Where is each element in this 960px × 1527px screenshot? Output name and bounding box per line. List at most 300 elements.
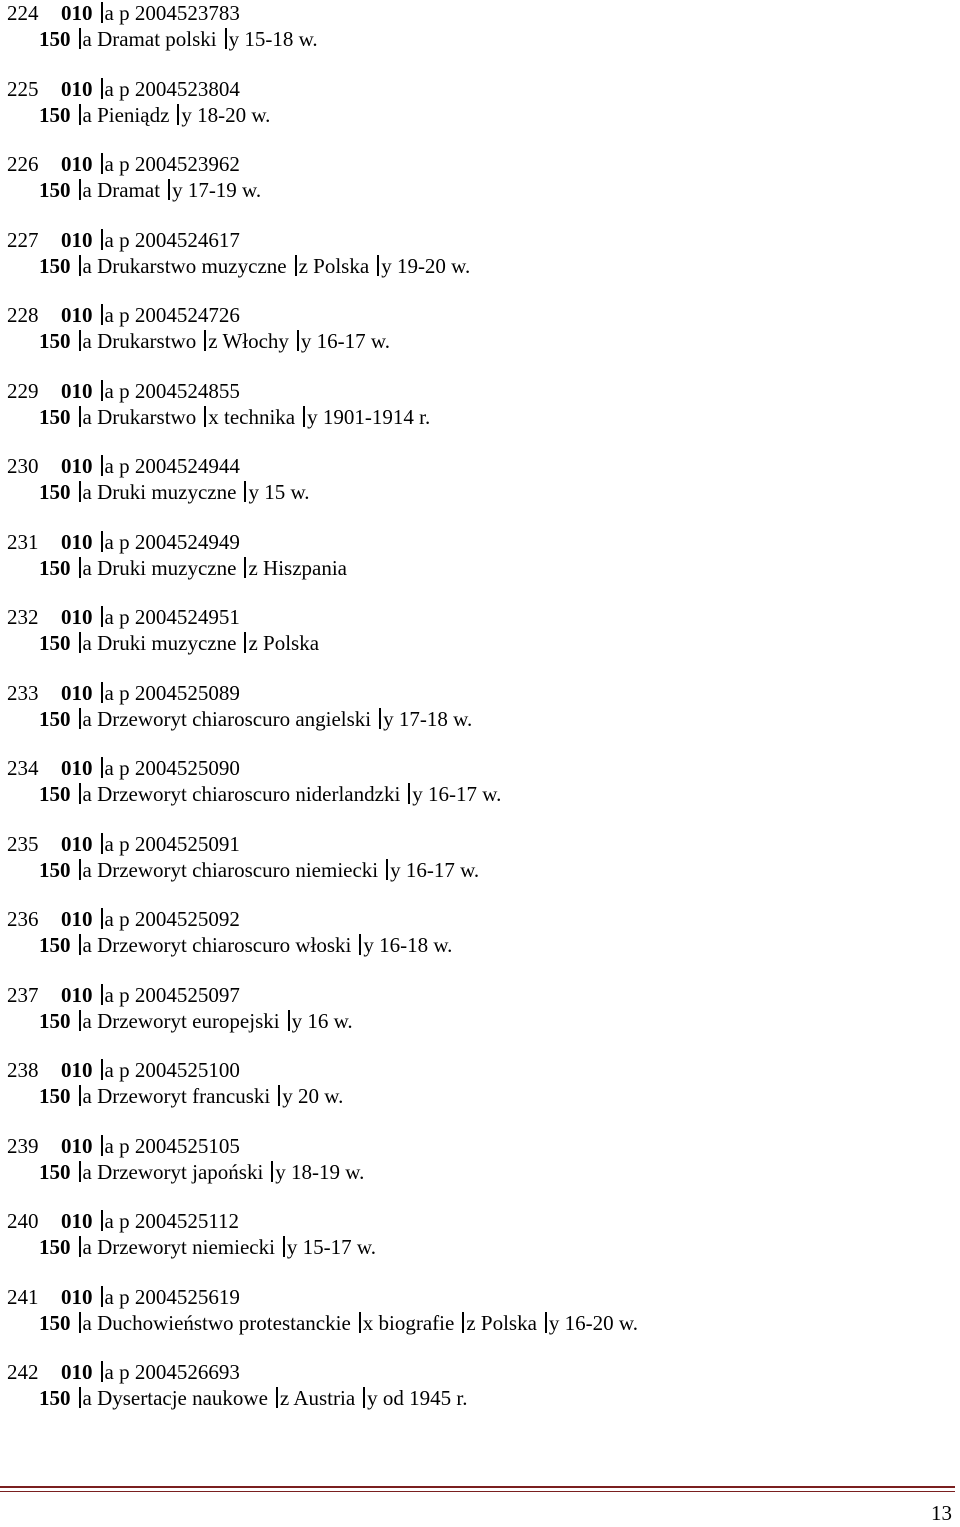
field-tag-150: 150: [39, 857, 71, 882]
control-number: p 2004525105: [119, 1133, 240, 1158]
subfield-delimiter: [101, 455, 103, 476]
subfield-code: a: [82, 178, 92, 202]
record-entry: [7, 680, 947, 756]
control-line: [7, 227, 947, 253]
subfield-code: a: [82, 27, 92, 51]
heading-line: [7, 781, 947, 807]
subfield-code: a: [104, 831, 114, 856]
subfield-delimiter: [271, 1161, 273, 1182]
heading-line: [7, 630, 947, 656]
subfield-code: a: [82, 253, 92, 278]
record-number: 232: [7, 605, 39, 629]
subfield-delimiter: [379, 708, 381, 729]
field-tag-150: 150: [39, 555, 71, 580]
subfield-code: a: [104, 605, 114, 629]
control-number: p 2004524951: [119, 605, 240, 629]
field-tag-150: 150: [39, 706, 71, 731]
record-number: 237: [7, 982, 39, 1007]
heading-line: [7, 706, 947, 732]
subfield-delimiter: [101, 682, 103, 703]
subfield-delimiter: [79, 481, 81, 502]
field-tag-150: 150: [39, 1386, 71, 1410]
control-number: p 2004524855: [119, 378, 240, 403]
subfield-code: a: [104, 1058, 114, 1082]
subfield-text: Drzeworyt chiaroscuro niderlandzki: [97, 782, 401, 806]
subfield-code: y: [248, 480, 259, 504]
subfield-delimiter: [278, 1085, 280, 1106]
subfield-delimiter: [79, 1010, 81, 1031]
subfield-text: 16-17 w.: [428, 782, 502, 806]
subfield-code: a: [82, 933, 92, 957]
heading-line: [7, 932, 947, 958]
subfield-delimiter: [283, 1236, 285, 1257]
subfield-code: y: [367, 1386, 378, 1410]
subfield-code: a: [82, 782, 92, 806]
heading-line: [7, 1310, 947, 1336]
subfield-delimiter: [359, 934, 361, 955]
record-entry: [7, 227, 947, 303]
field-tag-010: 010: [61, 1, 93, 25]
subfield-delimiter: [79, 783, 81, 804]
record-number: 229: [7, 378, 39, 403]
subfield-text: Drzeworyt chiaroscuro angielski: [97, 706, 372, 731]
record-number: 235: [7, 831, 39, 856]
subfield-delimiter: [79, 330, 81, 351]
record-number: 241: [7, 1284, 39, 1309]
subfield-delimiter: [79, 1387, 81, 1408]
record-entry: [7, 1057, 947, 1133]
subfield-code: y: [228, 27, 240, 51]
subfield-text: 16 w.: [307, 1008, 353, 1033]
subfield-code: a: [82, 1235, 92, 1259]
subfield-text: Drzeworyt chiaroscuro niemiecki: [97, 857, 379, 882]
field-tag-150: 150: [39, 1084, 71, 1108]
field-tag-150: 150: [39, 1235, 71, 1259]
subfield-code: y: [172, 178, 183, 202]
subfield-code: a: [104, 1360, 114, 1384]
record-number: 242: [7, 1360, 39, 1384]
record-number: 239: [7, 1133, 39, 1158]
field-tag-150: 150: [39, 102, 71, 127]
control-line: [7, 1133, 947, 1159]
subfield-code: a: [82, 1159, 92, 1184]
field-tag-010: 010: [61, 605, 93, 629]
subfield-code: x: [362, 1310, 374, 1335]
field-tag-010: 010: [61, 831, 93, 856]
control-line: [7, 1359, 947, 1385]
subfield-text: 15-17 w.: [302, 1235, 376, 1259]
control-number: p 2004523804: [119, 76, 240, 101]
record-entry: [7, 453, 947, 529]
record-number: 231: [7, 529, 39, 554]
subfield-text: Polska: [480, 1310, 537, 1335]
heading-line: [7, 328, 947, 354]
record-number: 234: [7, 756, 39, 780]
record-entry: [7, 755, 947, 831]
control-line: [7, 755, 947, 781]
subfield-delimiter: [244, 481, 246, 502]
subfield-delimiter: [101, 1286, 103, 1307]
record-number: 225: [7, 76, 39, 101]
subfield-code: z: [208, 329, 218, 353]
subfield-text: Drukarstwo muzyczne: [97, 253, 287, 278]
subfield-delimiter: [101, 78, 103, 99]
subfield-delimiter: [79, 632, 81, 653]
subfield-delimiter: [545, 1312, 547, 1333]
control-number: p 2004525112: [119, 1209, 240, 1233]
record-number: 240: [7, 1209, 39, 1233]
field-tag-150: 150: [39, 329, 71, 353]
subfield-code: a: [104, 378, 114, 403]
subfield-delimiter: [79, 255, 81, 276]
control-number: p 2004525089: [119, 680, 240, 705]
subfield-text: 16-17 w.: [316, 329, 390, 353]
subfield-text: Drzeworyt francuski: [97, 1084, 271, 1108]
field-tag-010: 010: [61, 76, 93, 101]
subfield-code: a: [82, 404, 92, 429]
subfield-delimiter: [377, 255, 379, 276]
subfield-text: 1901-1914 r.: [322, 404, 431, 429]
subfield-delimiter: [363, 1387, 365, 1408]
subfield-code: x: [208, 404, 219, 429]
subfield-text: Drzeworyt chiaroscuro włoski: [97, 933, 352, 957]
control-line: [7, 529, 947, 555]
subfield-code: y: [390, 857, 401, 882]
field-tag-150: 150: [39, 27, 71, 51]
control-line: [7, 831, 947, 857]
subfield-code: a: [104, 303, 114, 327]
field-tag-150: 150: [39, 933, 71, 957]
control-line: [7, 151, 947, 177]
subfield-code: z: [248, 631, 258, 655]
record-entry: [7, 151, 947, 227]
subfield-delimiter: [303, 406, 305, 427]
subfield-code: a: [82, 706, 92, 731]
heading-line: [7, 555, 947, 581]
record-entry: [7, 529, 947, 605]
field-tag-150: 150: [39, 782, 71, 806]
subfield-text: 18-20 w.: [197, 102, 271, 127]
subfield-code: a: [104, 982, 114, 1007]
control-number: p 2004525100: [119, 1058, 240, 1082]
subfield-delimiter: [101, 1059, 103, 1080]
subfield-text: Druki muzyczne: [97, 631, 237, 655]
subfield-delimiter: [79, 934, 81, 955]
record-entry: [7, 604, 947, 680]
subfield-delimiter: [288, 1010, 290, 1031]
field-tag-010: 010: [61, 1284, 93, 1309]
record-number: 230: [7, 454, 39, 478]
subfield-code: y: [282, 1084, 293, 1108]
subfield-delimiter: [101, 833, 103, 854]
subfield-text: Polska: [263, 631, 320, 655]
control-line: [7, 604, 947, 630]
page-number: 13: [931, 1501, 952, 1525]
subfield-delimiter: [101, 1361, 103, 1382]
field-tag-010: 010: [61, 1133, 93, 1158]
subfield-delimiter: [101, 984, 103, 1005]
subfield-code: y: [307, 404, 318, 429]
record-number: 224: [7, 1, 39, 25]
control-number: p 2004526693: [119, 1360, 240, 1384]
control-line: [7, 982, 947, 1008]
subfield-delimiter: [79, 28, 81, 49]
control-number: p 2004525090: [119, 756, 240, 780]
subfield-delimiter: [79, 406, 81, 427]
subfield-text: 16-20 w.: [564, 1310, 638, 1335]
control-number: p 2004525092: [119, 907, 240, 931]
subfield-text: Włochy: [222, 329, 289, 353]
subfield-code: a: [104, 529, 114, 554]
subfield-code: a: [82, 102, 92, 127]
field-tag-150: 150: [39, 631, 71, 655]
control-line: [7, 0, 947, 26]
subfield-code: y: [381, 253, 392, 278]
field-tag-010: 010: [61, 529, 93, 554]
heading-line: [7, 479, 947, 505]
record-entry: [7, 1133, 947, 1209]
subfield-code: y: [548, 1310, 560, 1335]
subfield-text: Austria: [293, 1386, 356, 1410]
subfield-text: 16-18 w.: [379, 933, 453, 957]
subfield-delimiter: [177, 104, 179, 125]
subfield-delimiter: [276, 1387, 278, 1408]
subfield-text: Druki muzyczne: [97, 555, 237, 580]
subfield-delimiter: [79, 859, 81, 880]
subfield-code: a: [82, 857, 92, 882]
subfield-text: Drzeworyt europejski: [97, 1008, 280, 1033]
subfield-text: Druki muzyczne: [97, 480, 237, 504]
subfield-code: y: [383, 706, 394, 731]
subfield-code: y: [291, 1008, 303, 1033]
subfield-delimiter: [295, 255, 297, 276]
subfield-code: a: [104, 680, 114, 705]
control-line: [7, 1284, 947, 1310]
field-tag-150: 150: [39, 404, 71, 429]
control-line: [7, 680, 947, 706]
heading-line: [7, 1008, 947, 1034]
record-entry: [7, 906, 947, 982]
subfield-code: z: [298, 253, 308, 278]
subfield-code: a: [82, 1386, 92, 1410]
subfield-code: a: [82, 329, 92, 353]
subfield-text: od 1945 r.: [382, 1386, 468, 1410]
subfield-code: a: [82, 631, 92, 655]
subfield-code: z: [466, 1310, 476, 1335]
record-list: [7, 0, 947, 1435]
field-tag-150: 150: [39, 1008, 71, 1033]
heading-line: [7, 1083, 947, 1109]
subfield-text: Hiszpania: [263, 555, 348, 580]
subfield-code: a: [104, 1209, 114, 1233]
record-number: 226: [7, 152, 39, 176]
subfield-text: 15 w.: [264, 480, 310, 504]
control-line: [7, 1057, 947, 1083]
subfield-delimiter: [79, 179, 81, 200]
subfield-delimiter: [101, 1135, 103, 1156]
subfield-delimiter: [204, 330, 206, 351]
field-tag-150: 150: [39, 178, 71, 202]
subfield-code: a: [104, 1, 114, 25]
control-line: [7, 302, 947, 328]
control-number: p 2004525097: [119, 982, 240, 1007]
subfield-code: a: [104, 227, 114, 252]
subfield-delimiter: [79, 1161, 81, 1182]
subfield-delimiter: [101, 304, 103, 325]
subfield-delimiter: [101, 153, 103, 174]
record-entry: [7, 0, 947, 76]
heading-line: [7, 1385, 947, 1411]
field-tag-010: 010: [61, 1360, 93, 1384]
subfield-text: Drukarstwo: [97, 329, 197, 353]
control-number: p 2004524617: [119, 227, 240, 252]
subfield-code: z: [248, 555, 258, 580]
subfield-text: Dramat: [97, 178, 161, 202]
subfield-code: a: [104, 907, 114, 931]
record-entry: [7, 831, 947, 907]
control-line: [7, 378, 947, 404]
subfield-text: 17-19 w.: [187, 178, 262, 202]
control-number: p 2004525091: [119, 831, 240, 856]
subfield-text: 17-18 w.: [398, 706, 473, 731]
record-entry: [7, 1208, 947, 1284]
subfield-text: Polska: [313, 253, 370, 278]
field-tag-010: 010: [61, 152, 93, 176]
field-tag-150: 150: [39, 480, 71, 504]
subfield-code: y: [181, 102, 192, 127]
control-line: [7, 76, 947, 102]
subfield-text: Pieniądz: [97, 102, 170, 127]
subfield-code: a: [104, 1133, 114, 1158]
control-number: p 2004524726: [119, 303, 240, 327]
subfield-code: a: [104, 1284, 114, 1309]
subfield-text: technika: [223, 404, 296, 429]
footer-rule-thin: [0, 1491, 955, 1492]
subfield-text: 18-19 w.: [291, 1159, 365, 1184]
field-tag-150: 150: [39, 1310, 71, 1335]
subfield-text: Dysertacje naukowe: [97, 1386, 268, 1410]
subfield-delimiter: [79, 104, 81, 125]
field-tag-010: 010: [61, 1058, 93, 1082]
subfield-text: Dramat polski: [97, 27, 217, 51]
subfield-text: 19-20 w.: [396, 253, 471, 278]
subfield-delimiter: [386, 859, 388, 880]
field-tag-150: 150: [39, 1159, 71, 1184]
subfield-code: y: [275, 1159, 286, 1184]
control-number: p 2004523783: [119, 1, 240, 25]
subfield-text: biografie: [378, 1310, 455, 1335]
field-tag-010: 010: [61, 756, 93, 780]
subfield-delimiter: [79, 708, 81, 729]
subfield-code: y: [363, 933, 374, 957]
record-number: 236: [7, 907, 39, 931]
subfield-text: 16-17 w.: [405, 857, 480, 882]
field-tag-010: 010: [61, 982, 93, 1007]
subfield-delimiter: [79, 1236, 81, 1257]
subfield-code: a: [82, 1084, 92, 1108]
record-entry: [7, 1284, 947, 1360]
field-tag-150: 150: [39, 253, 71, 278]
subfield-delimiter: [101, 1210, 103, 1231]
heading-line: [7, 26, 947, 52]
record-entry: [7, 982, 947, 1058]
record-entry: [7, 1359, 947, 1435]
heading-line: [7, 1234, 947, 1260]
subfield-delimiter: [244, 632, 246, 653]
control-line: [7, 906, 947, 932]
subfield-delimiter: [297, 330, 299, 351]
subfield-delimiter: [79, 557, 81, 578]
field-tag-010: 010: [61, 907, 93, 931]
record-entry: [7, 76, 947, 152]
control-number: p 2004523962: [119, 152, 240, 176]
subfield-delimiter: [462, 1312, 464, 1333]
footer-rule: [0, 1486, 955, 1488]
subfield-delimiter: [101, 229, 103, 250]
subfield-text: Duchowieństwo protestanckie: [97, 1310, 351, 1335]
field-tag-010: 010: [61, 378, 93, 403]
subfield-code: a: [104, 76, 114, 101]
control-number: p 2004524949: [119, 529, 240, 554]
field-tag-010: 010: [61, 227, 93, 252]
record-number: 233: [7, 680, 39, 705]
record-number: 238: [7, 1058, 39, 1082]
subfield-code: a: [82, 1310, 92, 1335]
subfield-code: z: [279, 1386, 290, 1410]
heading-line: [7, 253, 947, 279]
subfield-code: a: [82, 480, 92, 504]
subfield-text: Drukarstwo: [97, 404, 197, 429]
record-number: 227: [7, 227, 39, 252]
heading-line: [7, 177, 947, 203]
subfield-delimiter: [225, 28, 227, 49]
subfield-delimiter: [101, 531, 103, 552]
subfield-code: a: [82, 1008, 92, 1033]
control-line: [7, 453, 947, 479]
field-tag-010: 010: [61, 680, 93, 705]
record-number: 228: [7, 303, 39, 327]
subfield-code: a: [104, 152, 114, 176]
subfield-code: y: [286, 1235, 298, 1259]
subfield-delimiter: [79, 1312, 81, 1333]
subfield-text: Drzeworyt japoński: [97, 1159, 264, 1184]
subfield-code: a: [104, 756, 114, 780]
subfield-delimiter: [408, 783, 410, 804]
record-entry: [7, 378, 947, 454]
subfield-text: 15-18 w.: [244, 27, 318, 51]
record-entry: [7, 302, 947, 378]
subfield-delimiter: [79, 1085, 81, 1106]
subfield-code: a: [82, 555, 92, 580]
subfield-delimiter: [204, 406, 206, 427]
subfield-delimiter: [359, 1312, 361, 1333]
heading-line: [7, 1159, 947, 1185]
field-tag-010: 010: [61, 454, 93, 478]
control-number: p 2004524944: [119, 454, 240, 478]
heading-line: [7, 102, 947, 128]
heading-line: [7, 404, 947, 430]
subfield-delimiter: [168, 179, 170, 200]
subfield-text: Drzeworyt niemiecki: [97, 1235, 275, 1259]
field-tag-010: 010: [61, 303, 93, 327]
subfield-code: a: [104, 454, 114, 478]
heading-line: [7, 857, 947, 883]
control-number: p 2004525619: [119, 1284, 240, 1309]
subfield-delimiter: [101, 2, 103, 23]
subfield-delimiter: [101, 606, 103, 627]
control-line: [7, 1208, 947, 1234]
field-tag-010: 010: [61, 1209, 93, 1233]
